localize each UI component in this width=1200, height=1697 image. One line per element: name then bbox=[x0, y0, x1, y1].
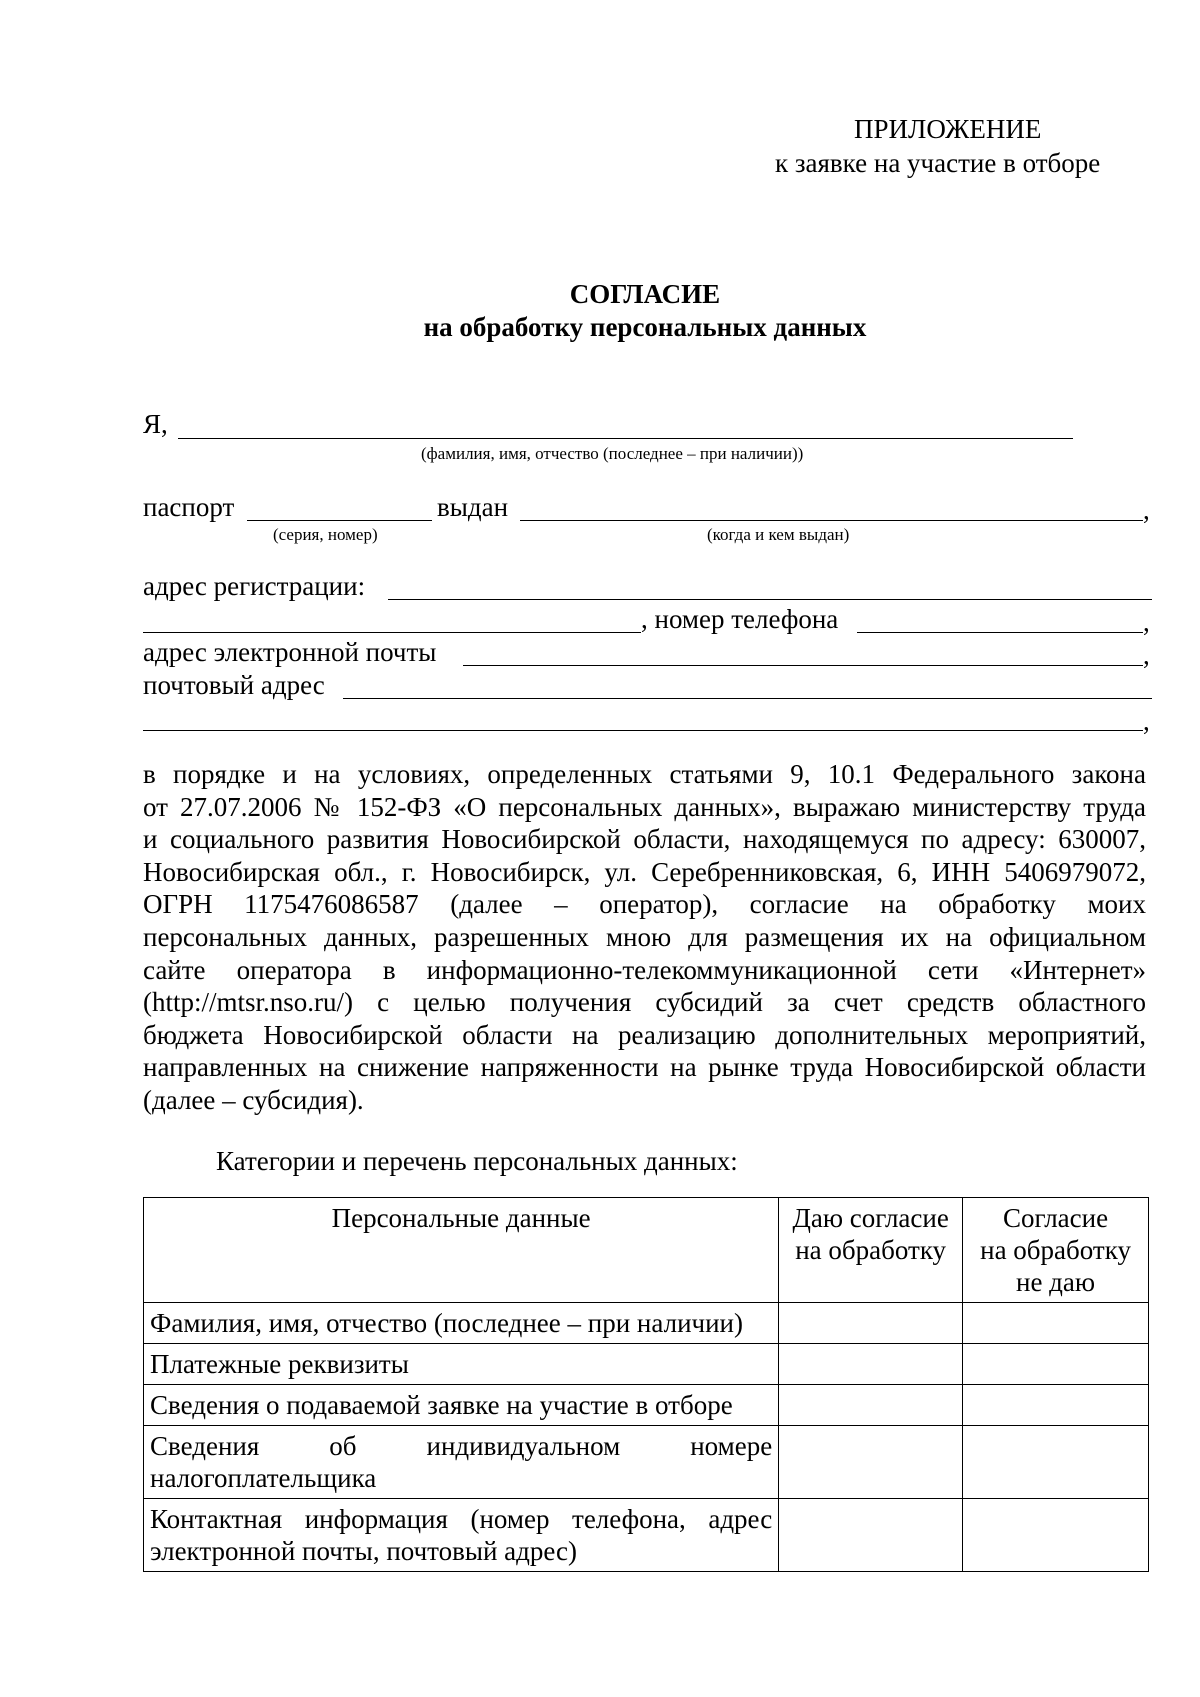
row-label-line: Сведения о подаваемой заявке на участие в отборе bbox=[150, 1390, 733, 1420]
consent-not-given-cell[interactable] bbox=[963, 1385, 1149, 1426]
appendix-title: ПРИЛОЖЕНИЕ bbox=[854, 114, 1042, 144]
issued-label: выдан bbox=[437, 492, 509, 522]
paragraph-line: персональных данных, разрешенных мною для размещения их на официальном bbox=[143, 921, 1146, 952]
consent-given-cell[interactable] bbox=[779, 1303, 963, 1344]
table-row bbox=[144, 1426, 1149, 1499]
phone-label: , номер телефона bbox=[641, 604, 839, 634]
header-col3-line: на обработку bbox=[980, 1235, 1131, 1265]
paragraph-line: (далее – субсидия). bbox=[143, 1084, 364, 1115]
paragraph-line: (http://mtsr.nso.ru/) с целью получения субсидий за счет средств областного bbox=[143, 987, 1146, 1018]
fio-field-line[interactable] bbox=[178, 438, 1073, 439]
header-col2-line: Даю согласие bbox=[792, 1203, 949, 1233]
categories-label: Категории и перечень персональных данных: bbox=[216, 1146, 738, 1176]
phone-field-line[interactable] bbox=[857, 632, 1143, 633]
row-label-line: налогоплательщика bbox=[150, 1463, 377, 1493]
email-label: адрес электронной почты bbox=[143, 637, 437, 667]
consent-not-given-cell[interactable] bbox=[963, 1499, 1149, 1572]
row-label bbox=[144, 1385, 779, 1426]
paragraph-line: Новосибирская обл., г. Новосибирск, ул. Серебренниковская, 6, ИНН 5406979072, bbox=[143, 856, 1146, 887]
consent-given-cell[interactable] bbox=[779, 1344, 963, 1385]
reg-address-label: адрес регистрации: bbox=[143, 571, 366, 601]
paragraph-line: и социального развития Новосибирской области, находящемуся по адресу: 630007, bbox=[143, 824, 1146, 855]
row-label-line: Контактная информация (номер телефона, адрес bbox=[150, 1504, 773, 1534]
row-label bbox=[144, 1344, 779, 1385]
reg-address-field-line-2[interactable] bbox=[143, 632, 641, 633]
consent-not-given-cell[interactable] bbox=[963, 1344, 1149, 1385]
passport-field-line[interactable] bbox=[247, 520, 432, 521]
reg-address-field-line[interactable] bbox=[388, 599, 1152, 600]
consent-not-given-cell[interactable] bbox=[963, 1426, 1149, 1499]
header-personal-data bbox=[144, 1198, 779, 1303]
row-label bbox=[144, 1426, 779, 1499]
table-row bbox=[144, 1499, 1149, 1572]
header-col1-text: Персональные данные bbox=[331, 1203, 591, 1233]
postal-field-line[interactable] bbox=[343, 698, 1152, 699]
consent-given-cell[interactable] bbox=[779, 1426, 963, 1499]
header-consent-not-given bbox=[963, 1198, 1149, 1303]
comma: , bbox=[1143, 607, 1150, 637]
header-col3-line: не даю bbox=[1016, 1267, 1096, 1297]
consent-paragraph bbox=[143, 758, 1146, 1117]
table-row bbox=[144, 1344, 1149, 1385]
consent-given-cell[interactable] bbox=[779, 1385, 963, 1426]
email-field-line[interactable] bbox=[463, 665, 1143, 666]
personal-data-table bbox=[143, 1197, 1149, 1572]
postal-label: почтовый адрес bbox=[143, 670, 325, 700]
i-label: Я, bbox=[143, 409, 168, 439]
header-col3-line: Согласие bbox=[1003, 1203, 1109, 1233]
appendix-subtitle: к заявке на участие в отборе bbox=[775, 148, 1101, 178]
table-row bbox=[144, 1385, 1149, 1426]
document-subtitle: на обработку персональных данных bbox=[423, 312, 867, 342]
consent-not-given-cell[interactable] bbox=[963, 1303, 1149, 1344]
header-consent-given bbox=[779, 1198, 963, 1303]
comma: , bbox=[1143, 640, 1150, 670]
comma: , bbox=[1143, 495, 1150, 525]
issued-hint: (когда и кем выдан) bbox=[707, 525, 850, 544]
document-title: СОГЛАСИЕ bbox=[569, 279, 721, 309]
passport-hint: (серия, номер) bbox=[273, 525, 378, 544]
fio-hint: (фамилия, имя, отчество (последнее – при наличии)) bbox=[421, 444, 804, 463]
consent-given-cell[interactable] bbox=[779, 1499, 963, 1572]
issued-field-line[interactable] bbox=[520, 520, 1143, 521]
paragraph-line: в порядке и на условиях, определенных статьями 9, 10.1 Федерального закона bbox=[143, 759, 1146, 789]
paragraph-line: сайте оператора в информационно-телекоммуникационной сети «Интернет» bbox=[143, 954, 1146, 985]
paragraph-line: направленных на снижение напряженности на рынке труда Новосибирской области bbox=[143, 1052, 1146, 1083]
paragraph-line: бюджета Новосибирской области на реализацию дополнительных мероприятий, bbox=[143, 1019, 1146, 1050]
header-col2-line: на обработку bbox=[795, 1235, 947, 1265]
comma: , bbox=[1143, 706, 1150, 736]
row-label bbox=[144, 1303, 779, 1344]
table-row bbox=[144, 1303, 1149, 1344]
row-label-line: Сведения об индивидуальном номере bbox=[150, 1431, 773, 1461]
passport-label: паспорт bbox=[143, 492, 235, 522]
row-label-line: Фамилия, имя, отчество (последнее – при наличии) bbox=[150, 1308, 743, 1338]
row-label-line: электронной почты, почтовый адрес) bbox=[150, 1536, 578, 1566]
row-label-line: Платежные реквизиты bbox=[150, 1349, 409, 1379]
paragraph-line: ОГРН 1175476086587 (далее – оператор), согласие на обработку моих bbox=[143, 889, 1146, 920]
postal-field-line-2[interactable] bbox=[143, 730, 1143, 731]
row-label bbox=[144, 1499, 779, 1572]
paragraph-line: от 27.07.2006 № 152-ФЗ «О персональных данных», выражаю министерству труда bbox=[143, 791, 1146, 822]
table-header-row bbox=[144, 1198, 1149, 1303]
